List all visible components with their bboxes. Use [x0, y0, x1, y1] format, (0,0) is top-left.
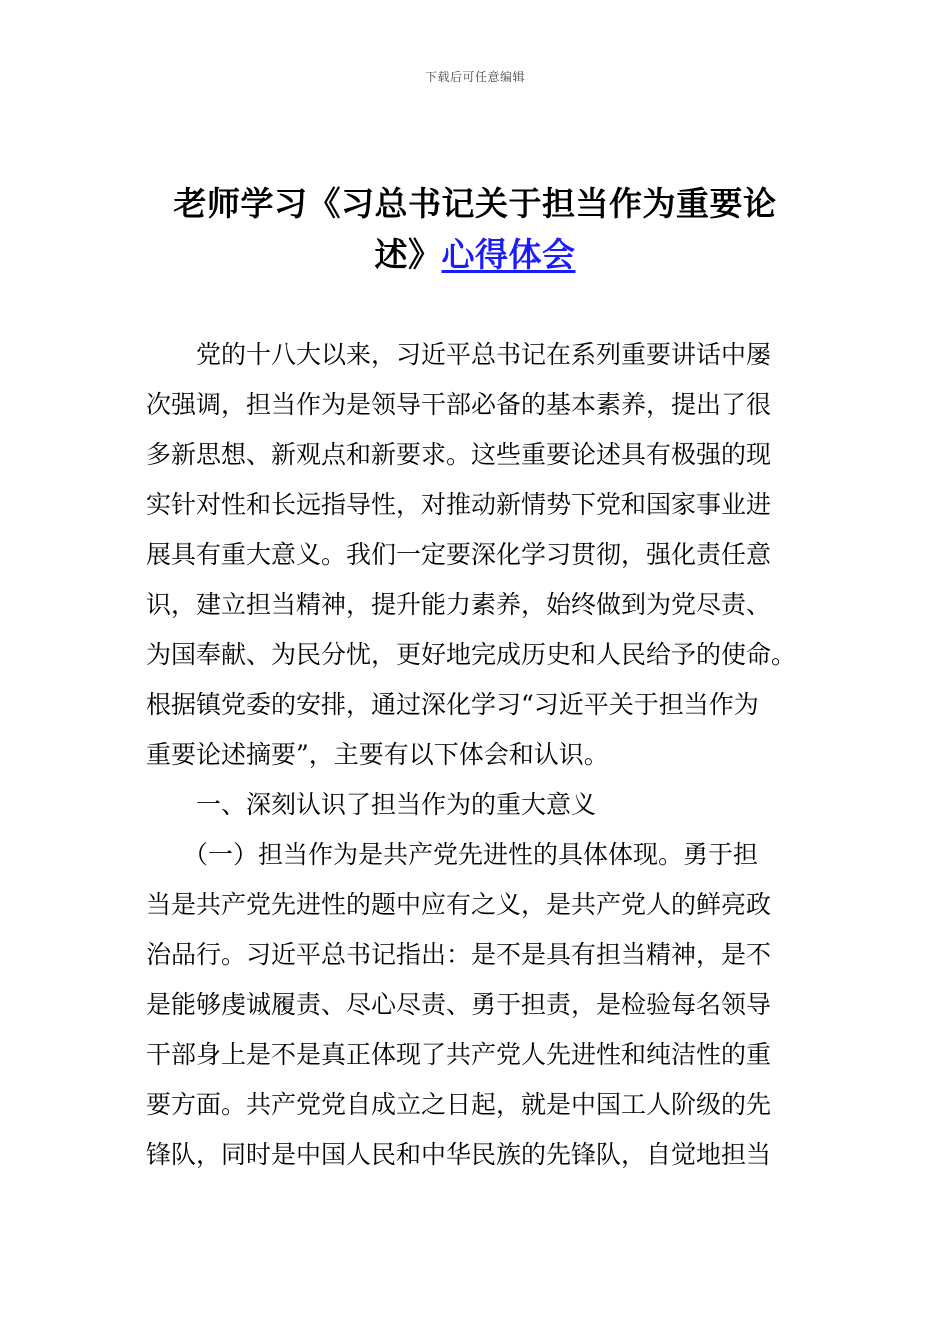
document-title: [140, 178, 810, 280]
paragraph-line: （一）担当作为是共产党先进性的具体体现。勇于担: [183, 840, 759, 869]
title-link[interactable]: 心得体会: [441, 235, 576, 274]
body-text: [146, 330, 796, 1180]
paragraph-line: 实针对性和长远指导性，对推动新情势下党和国家事业进: [146, 490, 772, 519]
paragraph-line: 为国奉献、为民分忧，更好地完成历史和人民给予的使命。: [146, 640, 797, 669]
section-heading: 一、深刻认识了担当作为的重大意义: [196, 790, 597, 819]
header-note: 下载后可任意编辑: [424, 70, 525, 84]
paragraph-line: 当是共产党先进性的题中应有之义，是共产党人的鲜亮政: [146, 890, 772, 919]
paragraph-line: 干部身上是不是真正体现了共产党人先进性和纯洁性的重: [146, 1040, 772, 1069]
paragraph-line: 展具有重大意义。我们一定要深化学习贯彻，强化责任意: [146, 540, 772, 569]
paragraph-line: 锋队，同时是中国人民和中华民族的先锋队，自觉地担当: [146, 1140, 772, 1169]
paragraph-line: 要方面。共产党党自成立之日起，就是中国工人阶级的先: [146, 1090, 772, 1119]
title-line-2: [140, 229, 810, 280]
paragraph-line: 次强调，担当作为是领导干部必备的基本素养，提出了很: [146, 390, 772, 419]
title-line-2-text: 述》: [374, 235, 442, 274]
paragraph-line: 是能够虔诚履责、尽心尽责、勇于担责，是检验每名领导: [146, 990, 772, 1019]
paragraph-line: 根据镇党委的安排，通过深化学习“习近平关于担当作为: [146, 690, 759, 719]
paragraph-line: 多新思想、新观点和新要求。这些重要论述具有极强的现: [146, 440, 772, 469]
title-line-1: 老师学习《习总书记关于担当作为重要论: [173, 184, 777, 223]
paragraph-line: 党的十八大以来，习近平总书记在系列重要讲话中屡: [196, 340, 772, 369]
paragraph-line: 识，建立担当精神，提升能力素养，始终做到为党尽责、: [146, 590, 772, 619]
paragraph-line: 治品行。习近平总书记指出：是不是具有担当精神，是不: [146, 940, 772, 969]
paragraph-line: 重要论述摘要”，主要有以下体会和认识。: [146, 740, 609, 769]
